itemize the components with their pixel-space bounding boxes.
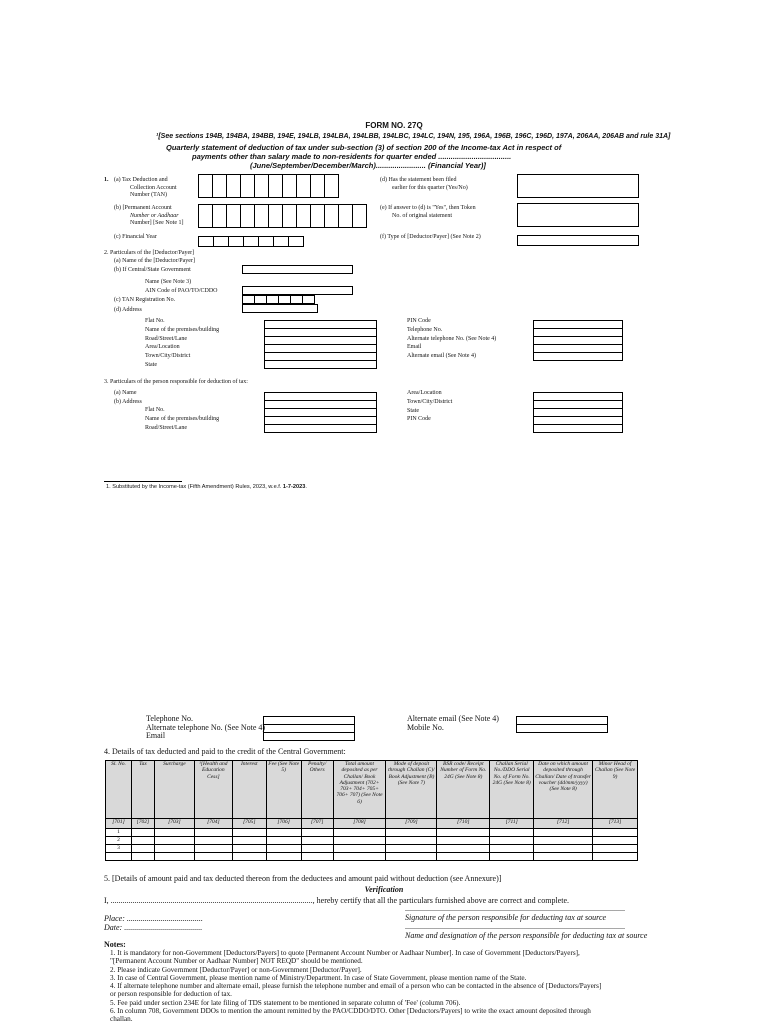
table-row[interactable] [106, 837, 638, 845]
token-number-input[interactable] [517, 203, 639, 227]
col-sl-no: Sl. No. [106, 761, 132, 819]
tan-label-line3: Number (TAN) [130, 192, 168, 198]
deductor-address-labels [145, 318, 219, 371]
addr-state: State [145, 361, 157, 368]
form-subtitle-2: payments other than salary made to non-residents for quarter ended ................................... [192, 152, 512, 161]
tax-details-table [105, 760, 638, 861]
tan-input-cells[interactable] [198, 174, 339, 198]
contact-mobile-label: Mobile No. [407, 722, 444, 732]
designation-caption: Name and designation of the person responsible for deducting tax at source [405, 931, 648, 940]
row-number: 3 [106, 845, 132, 853]
code-707: [707] [301, 819, 333, 829]
note-line: 5. Fee paid under section 234E for late filing of TDS statement to be mentioned in separate column of 'Fee' (column 706). [110, 998, 461, 1007]
col-bsr: BSR code/ Receipt Number of Form No. 24G (See Note 8) [437, 761, 490, 819]
tan-label-line2: Collection Account [130, 184, 177, 191]
alt-email-label: Alternate email (See Note 4) [407, 353, 476, 360]
deductor-address-inputs[interactable] [264, 320, 377, 369]
contact-left-inputs[interactable] [263, 716, 355, 741]
code-701: [701] [106, 819, 132, 829]
telephone-label: Telephone No. [407, 326, 443, 333]
responsible-address-inputs[interactable] [264, 392, 377, 433]
section3-heading: 3. Particulars of the person responsible for deduction of tax: [104, 379, 248, 385]
col-date: Date on which amount deposited through Challan/ Date of transfer voucher (dd/mm/yyyy) (See Note 8) [534, 761, 593, 819]
verification-date: Date: ....................................... [104, 923, 203, 932]
code-713: [713] [593, 819, 638, 829]
designation-dots: .............................................................................................................. [405, 922, 625, 931]
addr-premises: Name of the premises/building [145, 326, 220, 333]
contact-right-labels [407, 714, 499, 731]
note-line: challan. [110, 1015, 133, 1024]
resp-state-label: State [407, 407, 419, 414]
addr-road: Road/Street/Lane [145, 335, 187, 342]
notes-heading: Notes: [104, 940, 126, 949]
deductor-name-label: (a) Name of the [Deductor/Payer] [114, 258, 195, 264]
responsible-right-inputs[interactable] [533, 392, 623, 433]
tan-registration-cells[interactable] [242, 295, 315, 304]
section4-heading: 4. Details of tax deducted and paid to the credit of the Central Government: [104, 747, 346, 756]
filed-earlier-line1: (d) Has the statement been filed [380, 177, 457, 183]
verification-place: Place: ...................................... [104, 914, 203, 923]
resp-addr-road: Road/Street/Lane [145, 424, 187, 431]
pan-label-line2: Number or Aadhaar [130, 212, 179, 219]
col-minor-head: Minor Head of Challan (See Note 9) [593, 761, 638, 819]
code-705: [705] [232, 819, 266, 829]
footnote-mark: ¹ [156, 133, 159, 140]
signature-caption: Signature of the person responsible for deducting tax at source [405, 913, 607, 922]
col-mode: Mode of deposit through Challan (C)/ Book Adjustment (B) (See Note 7) [386, 761, 437, 819]
resp-town-label: Town/City/District [407, 398, 453, 405]
pin-code-label: PIN Code [407, 318, 431, 324]
row-number [106, 853, 132, 861]
pan-label-line1: (b) [Permanent Account [114, 205, 172, 211]
code-703: [703] [154, 819, 194, 829]
responsible-address-labels [145, 407, 219, 433]
footnote-date: 1-7-2023 [282, 484, 306, 490]
addr-town: Town/City/District [145, 353, 191, 360]
row-number: 2 [106, 837, 132, 845]
table-row[interactable] [106, 845, 638, 853]
col-penalty: Penalty/ Others [301, 761, 333, 819]
govt-name-input[interactable] [242, 265, 353, 274]
note-line: "[Permanent Account Number or Aadhaar Number] NOT REQD" should be mentioned. [110, 957, 363, 966]
note-line: 3. In case of Central Government, please mention name of Ministry/Department. In case of State Government, please mention name of the State. [110, 973, 527, 982]
section1-number: 1. [104, 177, 109, 183]
tan-registration-extra[interactable] [242, 304, 318, 313]
address-label: (d) Address [114, 307, 142, 313]
resp-addr-premises: Name of the premises/building [145, 415, 220, 422]
col-tax: Tax [131, 761, 154, 819]
footnote-text: 1. Substituted by the Income-tax (Fifth Amendment) Rules, 2023, w.e.f. [106, 484, 283, 490]
resp-addr-flat: Flat No. [145, 407, 165, 413]
responsible-address-label: (b) Address [114, 399, 142, 405]
footnote-rule [104, 481, 182, 482]
code-711: [711] [490, 819, 534, 829]
alt-telephone-label: Alternate telephone No. (See Note 4) [407, 335, 497, 342]
resp-pin-label: PIN Code [407, 416, 431, 423]
contact-telephone-label: Telephone No. [146, 714, 193, 723]
ain-code-input[interactable] [242, 286, 353, 295]
col-interest: Interest [232, 761, 266, 819]
col-cess: ¹[Health and Education Cess] [194, 761, 232, 819]
tan-label [114, 177, 177, 200]
token-number-line2: No. of original statement [392, 212, 452, 219]
table-row[interactable] [106, 829, 638, 837]
responsible-name-label: (a) Name [114, 390, 137, 396]
code-702: [702] [131, 819, 154, 829]
notes-list [110, 949, 601, 1024]
note-line: or person responsible for deduction of tax. [110, 990, 232, 999]
token-number-line1: (e) If answer to (d) is "Yes", then Token [380, 205, 476, 211]
form-subtitle-3: (June/September/December/March)........................ (Financial Year)] [250, 161, 486, 170]
note-line: 6. In column 708, Government DDOs to mention the amount remitted by the PAO/CDDO/DTO. Other [Deductors/Payers] to write the exact amount deposited through [110, 1007, 591, 1016]
ain-code-label: AIN Code of PAO/TO/CDDO [145, 288, 218, 294]
sections-reference [156, 133, 670, 140]
financial-year-label: (c) Financial Year [114, 234, 157, 240]
resp-area-label: Area/Location [407, 390, 442, 396]
note-line: 2. Please indicate Government [Deductor/Payer] or non-Government [Deductor/Payer]. [110, 965, 362, 974]
code-712: [712] [534, 819, 593, 829]
col-total: Total amount deposited as per Challan/ Book Adjustment (702+ 703+ 704+ 705+ 706+ 707) (See Note 6) [333, 761, 386, 819]
verification-line: I, ....................................................................................................., hereby certify that all the particulars furnished above are correct and complete. [104, 896, 569, 905]
code-709: [709] [386, 819, 437, 829]
row-number: 1 [106, 829, 132, 837]
tan-label-line1: (a) Tax Deduction and [114, 177, 168, 183]
responsible-right-labels [407, 390, 452, 425]
addr-flat: Flat No. [145, 318, 165, 324]
col-fee: Fee (See Note 5) [266, 761, 301, 819]
code-704: [704] [194, 819, 232, 829]
note-line: 4. If alternate telephone number and alternate email, please furnish the telephone number and email of a person who can be contacted in the absence of [Deductors/Payers] [110, 982, 602, 991]
code-706: [706] [266, 819, 301, 829]
govt-label: (b) If Central/State Government [114, 267, 191, 273]
footnote-end: . [305, 484, 307, 490]
addr-area: Area/Location [145, 344, 180, 351]
filed-earlier-line2: earlier for this quarter (Yes/No) [392, 184, 468, 191]
deductor-contact-inputs[interactable] [533, 320, 623, 361]
contact-right-inputs[interactable] [516, 716, 608, 733]
contact-left-labels [146, 714, 265, 740]
financial-year-cells[interactable] [198, 236, 304, 247]
note-line: 1. It is mandatory for non-Government [Deductors/Payers] to quote [Permanent Account Number or Aadhaar Number]. In case of Government [Deductors/Payers], [110, 949, 580, 957]
footnote [106, 484, 307, 490]
filed-earlier-label [380, 177, 468, 192]
code-708: [708] [333, 819, 386, 829]
col-surcharge: Surcharge [154, 761, 194, 819]
table-row[interactable] [106, 853, 638, 861]
deductor-contact-labels [407, 318, 496, 362]
contact-alt-email-label: Alternate email (See Note 4) [407, 714, 499, 723]
form-title: FORM NO. 27Q [365, 121, 423, 130]
deductor-type-input[interactable] [517, 235, 639, 246]
pan-input-cells[interactable] [198, 204, 367, 228]
form-subtitle-1: Quarterly statement of deduction of tax under sub-section (3) of section 200 of the Income-tax Act in respect of [166, 143, 562, 152]
code-710: [710] [437, 819, 490, 829]
sections-text: [See sections 194B, 194BA, 194BB, 194E, 194LB, 194LBA, 194LBB, 194LBC, 194LC, 194N, 195, 196A, 196B, 196C, 196D, 197A, 206AA, 206AB and rule 31A] [158, 133, 671, 140]
section5-text: 5. [Details of amount paid and tax deducted thereon from the deductees and amount paid without deduction (see Annexure)] [104, 874, 502, 883]
tan-registration-label: (c) TAN Registration No. [114, 297, 176, 303]
govt-name-label: Name (See Note 3) [145, 279, 192, 285]
col-challan: Challan Serial No./DDO Serial No. of Form No. 24G (See Note 8) [490, 761, 534, 819]
contact-alt-telephone-label: Alternate telephone No. (See Note 4) [146, 722, 266, 732]
contact-email-label: Email [146, 731, 166, 740]
email-label: Email [407, 344, 422, 351]
pan-label [114, 205, 183, 228]
signature-dots: .............................................................................................................. [405, 904, 625, 913]
token-number-label [380, 205, 476, 220]
pan-label-line3: Number] [See Note 1] [130, 220, 184, 226]
verification-heading: Verification [364, 885, 404, 894]
section2-heading: 2. Particulars of the [Deductor/Payer] [104, 250, 195, 256]
deductor-type-label: (f) Type of [Deductor/Payer] (See Note 2) [380, 234, 481, 240]
filed-earlier-input[interactable] [517, 174, 639, 198]
